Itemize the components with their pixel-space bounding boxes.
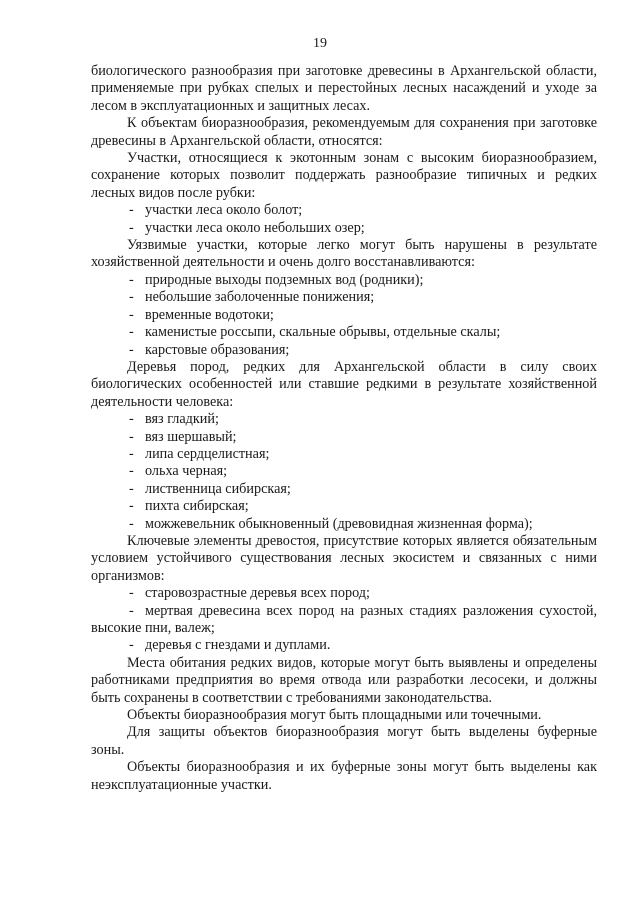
list-item: - временные водотоки;	[129, 306, 274, 323]
paragraph-vulnerable: Уязвимые участки, которые легко могут быть нарушены в результате хозяйственной деятельности и очень долго восстанавливаются:	[91, 237, 597, 271]
list-item: - природные выходы подземных вод (родники);	[129, 271, 424, 288]
list-rare-trees	[91, 411, 597, 533]
paragraph-key-elements: Ключевые элементы древостоя, присутствие которых является обязательным условием устойчивого существования лесных экосистем и связанных с ними организмов:	[91, 532, 597, 584]
list-item: - пихта сибирская;	[129, 498, 249, 515]
list-item: - ольха черная;	[129, 463, 228, 480]
paragraph-rare-species: Места обитания редких видов, которые могут быть выявлены и определены работниками предприятия во время отвода или разработки лесосеки, и должны быть сохранены в соответствии с требованиями законодательства.	[91, 654, 597, 706]
document-body	[91, 63, 597, 794]
page-number: 19	[313, 36, 327, 51]
list-item: - каменистые россыпи, скальные обрывы, отдельные скалы;	[129, 324, 501, 341]
paragraph-non-exploitation: Объекты биоразнообразия и их буферные зоны могут быть выделены как неэксплуатационные участки.	[91, 759, 597, 793]
paragraph-buffer-zones: Для защиты объектов биоразнообразия могут быть выделены буферные зоны.	[91, 724, 597, 758]
paragraph-objects-lead: К объектам биоразнообразия, рекомендуемым для сохранения при заготовке древесины в Архангельской области, относятся:	[91, 115, 597, 149]
list-item: - деревья с гнездами и дуплами.	[129, 637, 331, 654]
list-ecotone	[91, 202, 597, 237]
paragraph-area-point: Объекты биоразнообразия могут быть площадными или точечными.	[127, 707, 542, 724]
list-item: - можжевельник обыкновенный (древовидная жизненная форма);	[129, 515, 533, 532]
list-item: - участки леса около небольших озер;	[129, 219, 365, 236]
list-item: - карстовые образования;	[129, 341, 290, 358]
paragraph-intro-continuation: биологического разнообразия при заготовке древесины в Архангельской области, применяемые при рубках спелых и перестойных лесных насаждений и уходе за лесом в эксплуатационных и защитных лесах.	[91, 63, 597, 114]
list-item: - мертвая древесина всех пород на разных стадиях разложения сухостой, высокие пни, валеж;	[91, 602, 597, 636]
list-item: - небольшие заболоченные понижения;	[129, 289, 375, 306]
list-item: - участки леса около болот;	[129, 202, 303, 219]
list-item: - вяз шершавый;	[129, 428, 237, 445]
list-item: - лиственница сибирская;	[129, 480, 291, 497]
paragraph-ecotone: Участки, относящиеся к экотонным зонам с высоким биоразнообразием, сохранение которых позволит поддержать разнообразие типичных и редких лесных видов после рубки:	[91, 150, 597, 201]
list-item: - старовозрастные деревья всех пород;	[129, 585, 370, 602]
list-item: - вяз гладкий;	[129, 411, 219, 428]
list-key-elements	[91, 585, 597, 655]
list-item: - липа сердцелистная;	[129, 445, 270, 462]
paragraph-rare-trees: Деревья пород, редких для Архангельской области в силу своих биологических особенностей или ставшие редкими в результате хозяйственной деятельности человека:	[91, 358, 597, 410]
list-vulnerable	[91, 272, 597, 359]
